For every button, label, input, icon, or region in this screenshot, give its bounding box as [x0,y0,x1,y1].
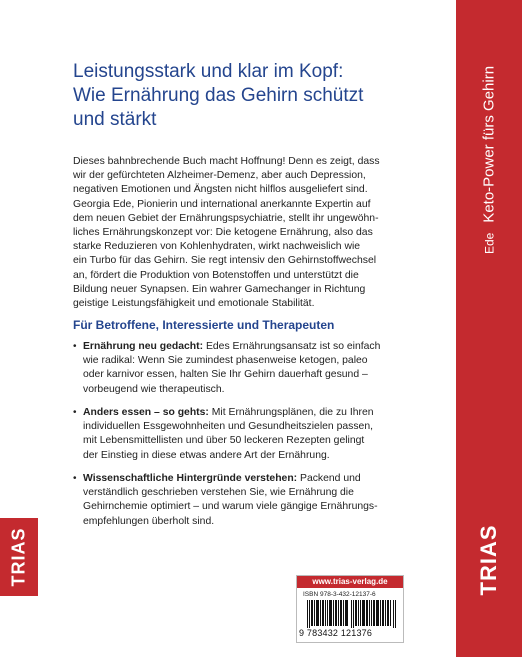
intro-line: Bildung neuer Synapsen. Ein wahrer Gamechanger in Richtung [73,283,366,295]
bullet-item [73,472,453,529]
bullet-item [73,406,453,463]
bullet-title: Ernährung neu gedacht: [83,341,204,352]
bullet-line: Gehirnchemie optimiert – und warum viele gängige Ernährungs- [83,501,378,513]
intro-line: wir der gefürchteten Alzheimer-Demenz, aber auch Depression, [73,170,366,182]
bullet-line: Edes Ernährungsansatz ist so einfach [203,341,381,352]
publisher-url: www.trias-verlag.de [297,576,403,588]
intro-line: dem neuen Gebiet der Ernährungspsychiatrie, stellt ihr ungewöhn- [73,212,379,224]
barcode-digits: 9 783432 121376 [299,628,373,638]
bullet-line: der Einstieg in diese etwas andere Art der Ernährung. [83,449,330,461]
headline-line: Leistungsstark und klar im Kopf: [73,61,344,82]
intro-line: geistige Leistungsfähigkeit und emotionale Stabilität. [73,298,315,310]
bullet-line: Mit Ernährungsplänen, die zu Ihren [208,407,374,418]
intro-line: negativen Emotionen und Ängsten nicht hilflos ausgeliefert sind. [73,184,368,196]
bullet-line: oder karnivor essen, halten Sie Ihr Gehirn dauerhaft gesund – [83,369,368,381]
intro-line: ein Turbo für das Gehirn. Sie regt intensiv den Gehirnstoffwechsel [73,255,377,267]
headline [73,60,443,132]
bullet-title: Wissenschaftliche Hintergründe verstehen: [83,473,298,484]
bullet-line: empfehlungen überholt sind. [83,515,215,527]
bullet-dot-icon: • [73,407,77,418]
spine-title [481,66,498,254]
bullet-line: vorbeugend wie therapeutisch. [83,383,225,395]
intro-line: Dieses bahnbrechende Buch macht Hoffnung! Denn es zeigt, dass [73,156,380,167]
publisher-logo-text: TRIAS [8,527,29,587]
barcode-icon [307,600,399,628]
bullet-line: mit Lebensmittellisten und über 50 leckeren Rezepten gelingt [83,435,365,447]
isbn-barcode-box [296,575,404,643]
spine-author: Ede [482,232,497,255]
bullet-line: individuellen Essgewohnheiten und Gesundheitszielen passen, [83,421,373,433]
spine-book-title: Keto-Power fürs Gehirn [480,65,498,223]
intro-line: an, fördert die Produktion von Botenstoffen und unterstützt die [73,269,359,281]
bullet-title: Anders essen – so gehts: [83,407,209,418]
headline-line: Wie Ernährung das Gehirn schützt [73,85,364,106]
bullet-line: verständlich geschrieben verstehen Sie, wie Ernährung die [83,487,354,499]
bullet-item [73,340,453,397]
bullet-line: wie radikal: Wenn Sie zumindest phasenweise ketogen, paleo [83,355,368,367]
bullet-dot-icon: • [73,341,77,352]
intro-paragraph [73,155,453,311]
section-subheading: Für Betroffene, Interessierte und Therapeuten [73,318,335,332]
publisher-logo-tab [0,518,38,596]
spine-publisher-logo: TRIAS [476,524,501,596]
intro-line: starke Reduzieren von Kohlenhydraten, wirkt nachweislich wie [73,241,361,253]
intro-line: liches Ernährungskonzept vor: Die ketogene Ernährung, also das [73,227,373,239]
isbn-label: ISBN 978-3-432-12137-6 [303,591,376,598]
headline-line: und stärkt [73,109,157,130]
intro-line: Georgia Ede, Pionierin und international anerkannte Expertin auf [73,198,371,210]
bullet-dot-icon: • [73,473,77,484]
bullet-line: Packend und [297,473,361,484]
